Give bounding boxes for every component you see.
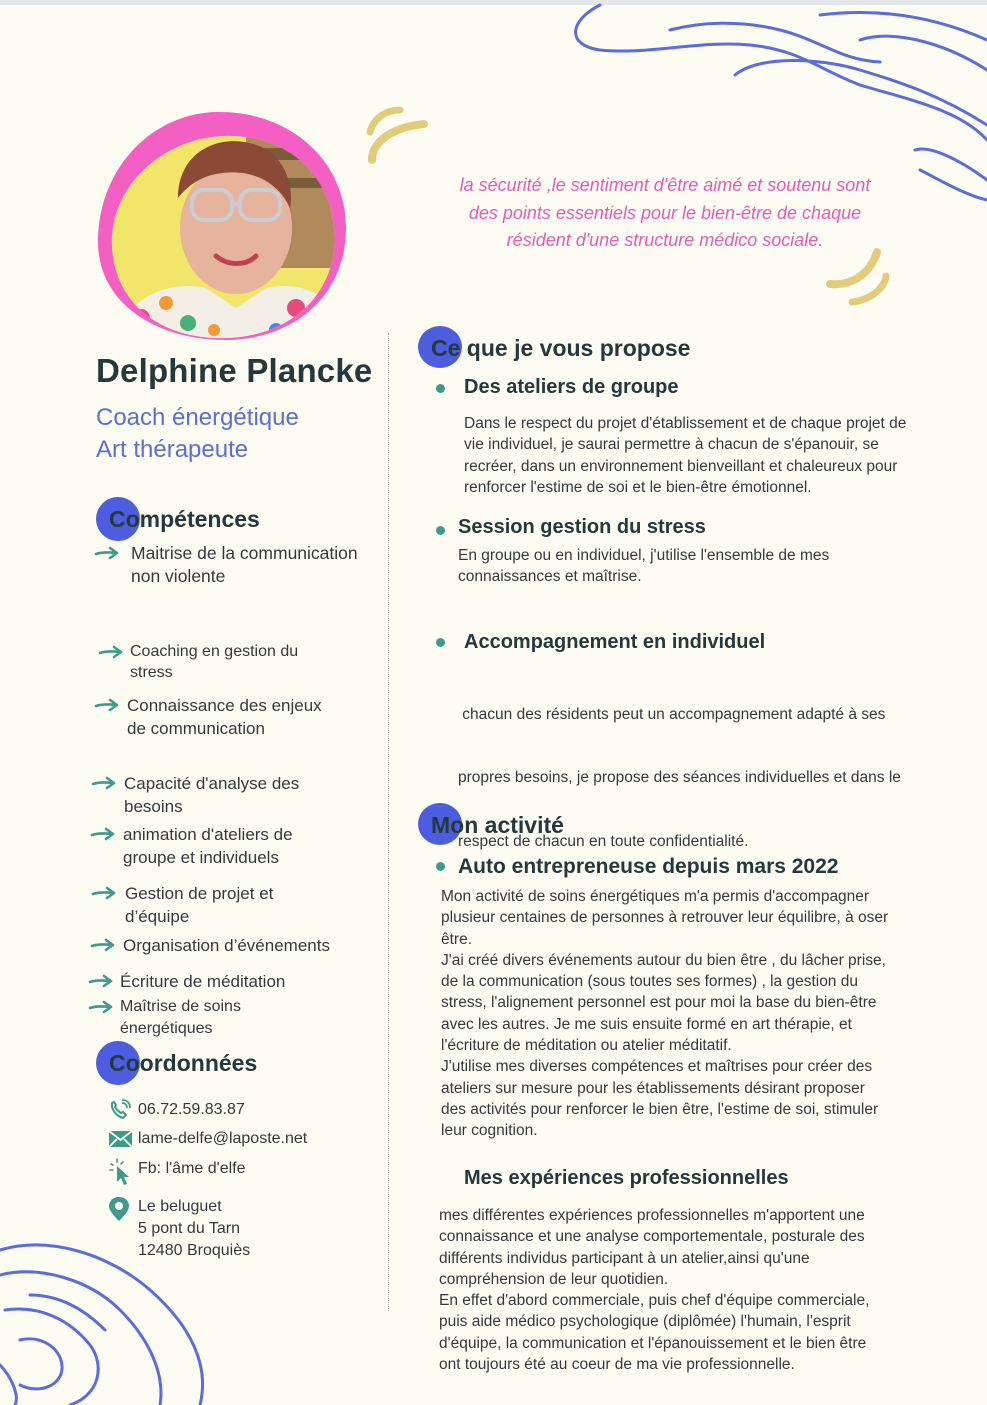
- skill-item: [90, 934, 380, 957]
- column-divider: [388, 333, 389, 1311]
- skill-text: Coaching en gestion du: [130, 643, 299, 660]
- arrow-right-icon: [91, 885, 119, 901]
- service-title: Accompagnement en individuel: [464, 631, 766, 653]
- title-rest: ordonnées: [139, 1050, 258, 1076]
- arrow-right-icon: [90, 937, 118, 953]
- bullet-dot: [436, 526, 445, 535]
- skill-text: stress: [130, 664, 173, 681]
- paragraph-line: leur cognition.: [441, 1122, 538, 1140]
- arrow-right-icon: [94, 545, 122, 561]
- person-name: Delphine Plancke: [96, 352, 373, 389]
- service-title: Des ateliers de groupe: [464, 376, 679, 398]
- skill-text: animation d'ateliers de: [123, 825, 293, 844]
- skill-item: [91, 772, 371, 818]
- skill-text: groupe et individuels: [123, 848, 279, 867]
- skill-text: énergétiques: [120, 1020, 213, 1037]
- paragraph-line: stress, l'alignement personnel est pour moi la base du bien-être: [441, 994, 877, 1012]
- paragraph-line: être.: [441, 930, 473, 948]
- title-first-letters: Co: [109, 506, 140, 532]
- skill-text: Organisation d’événements: [123, 936, 330, 955]
- service-description: [458, 661, 953, 874]
- cursor-click-icon: [108, 1158, 138, 1188]
- bullet-dot: [436, 862, 445, 871]
- contact-email[interactable]: [108, 1128, 307, 1150]
- service-description: [458, 545, 948, 588]
- activite-subtitle: Auto entrepreneuse depuis mars 2022: [458, 855, 839, 878]
- skill-item: [88, 996, 368, 1040]
- skill-text: Connaissance des enjeux: [127, 696, 322, 715]
- paragraph-line: plusieur centaines de personnes à retrouver leur équilibre, à oser: [441, 909, 889, 927]
- bullet-dot: [436, 384, 445, 393]
- paragraph-line: propres besoins, je propose des séances individuelles et dans le: [458, 769, 901, 787]
- paragraph-line: Dans le respect du projet d'établissement et de chaque projet de: [464, 415, 907, 432]
- paragraph-line: chacun des résidents peut un accompagnement adapté à ses: [458, 705, 886, 723]
- competences-title: [109, 506, 260, 533]
- skill-text: de communication: [127, 719, 265, 738]
- contact-facebook[interactable]: [108, 1158, 246, 1188]
- bullet-dot: [436, 638, 445, 647]
- tagline-line: la sécurité ,le sentiment d'être aimé et soutenu sont: [459, 175, 871, 195]
- arrow-right-icon: [94, 697, 122, 713]
- paragraph-line: des activités pour renforcer le bien être, l'estime de soi, stimuler: [441, 1100, 879, 1118]
- role-title: Art thérapeute: [96, 436, 249, 463]
- skill-text: Gestion de projet et: [125, 884, 274, 903]
- arrow-right-icon: [88, 999, 116, 1015]
- title-rest: n activité: [464, 812, 564, 838]
- paragraph-line: renforcer l'estime de soi et le bien-être émotionnel.: [464, 478, 812, 496]
- contact-phone[interactable]: [108, 1099, 245, 1121]
- skill-item: [98, 641, 378, 683]
- paragraph-line: différents individus participant à un atelier,ainsi qu'une: [439, 1249, 810, 1267]
- paragraph-line: ont toujours été au coeur de ma vie professionnelle.: [439, 1356, 795, 1374]
- experiences-description: [439, 1205, 939, 1375]
- arrow-right-icon: [90, 826, 118, 842]
- skill-text: Maîtrise de soins: [120, 998, 241, 1015]
- arrow-right-icon: [98, 644, 126, 660]
- title-first-letters: Ce: [431, 335, 461, 361]
- paragraph-line: avec les autres. Je me suis ensuite formé en art thérapie, et: [441, 1015, 852, 1033]
- paragraph-line: mes différentes expériences professionnelles m'apportent une: [439, 1207, 865, 1224]
- tagline-quote: [430, 172, 900, 255]
- skill-text: non violente: [131, 566, 226, 586]
- contact-address: [108, 1196, 250, 1262]
- email-address[interactable]: lame-delfe@laposte.net: [138, 1130, 308, 1147]
- envelope-icon: [108, 1128, 138, 1150]
- phone-icon: [108, 1099, 138, 1121]
- skill-text: d’équipe: [125, 907, 190, 926]
- paragraph-line: vie individuel, je saurai permettre à chacun de s'épanouir, se: [464, 436, 879, 454]
- arrow-right-icon: [88, 973, 116, 989]
- activite-title: [431, 812, 564, 839]
- skill-item: [91, 882, 371, 928]
- paragraph-line: compréhension de leur quotidien.: [439, 1270, 669, 1288]
- skill-item: [88, 970, 368, 993]
- address-line: 5 pont du Tarn: [138, 1220, 241, 1237]
- paragraph-line: J'ai créé divers événements autour du bien être , du lâcher prise,: [441, 951, 886, 969]
- title-first-letters: Co: [109, 1050, 140, 1076]
- paragraph-line: Mon activité de soins énergétiques m'a permis d'accompagner: [441, 888, 870, 905]
- paragraph-line: En groupe ou en individuel, j'utilise l'ensemble de mes: [458, 547, 830, 564]
- arrow-right-icon: [91, 775, 119, 791]
- paragraph-line: de la communication (sous toutes ses formes) , la gestion du: [441, 973, 858, 991]
- map-pin-icon: [108, 1196, 138, 1222]
- skill-text: besoins: [124, 797, 183, 816]
- title-first-letters: Mo: [431, 812, 465, 838]
- skill-text: Capacité d'analyse des: [124, 774, 300, 793]
- activite-description: [441, 886, 941, 1142]
- experiences-title: Mes expériences professionnelles: [464, 1167, 789, 1189]
- phone-number[interactable]: 06.72.59.83.87: [138, 1101, 245, 1118]
- address-line: Le beluguet: [138, 1198, 222, 1215]
- paragraph-line: puis aide médico psychologique (diplômée) l'humain, l'esprit: [439, 1313, 851, 1331]
- service-description: [464, 413, 954, 498]
- tagline-line: des points essentiels pour le bien-être de chaque: [468, 202, 862, 223]
- paragraph-line: d'équipe, la communication et l'épanouissement et le bien être: [439, 1334, 867, 1352]
- address-line: 12480 Broquiès: [138, 1242, 251, 1259]
- propose-title: [431, 335, 690, 362]
- skill-text: Écriture de méditation: [120, 972, 286, 991]
- paragraph-line: connaissances et maîtrise.: [458, 568, 642, 586]
- paragraph-line: l'écriture de méditation ou atelier méditatif.: [441, 1037, 732, 1055]
- paragraph-line: respect de chacun en toute confidentialité.: [458, 833, 749, 851]
- gold-brush-decoration-top: [362, 102, 434, 164]
- paragraph-line: recréer, dans un environnement bienveillant et chaleureux pour: [464, 457, 898, 475]
- skill-item: [90, 823, 370, 869]
- facebook-handle[interactable]: Fb: l'âme d'elfe: [138, 1160, 246, 1177]
- tagline-line: résident d'une structure médico sociale.: [506, 230, 824, 250]
- skill-text: Maitrise de la communication: [131, 543, 358, 563]
- title-rest: que je vous propose: [460, 335, 691, 361]
- profile-photo: [96, 108, 348, 340]
- coordonnees-title: [109, 1050, 257, 1077]
- title-rest: mpétences: [139, 506, 260, 532]
- service-title: Session gestion du stress: [458, 516, 706, 538]
- role-title: Coach énergétique: [96, 404, 299, 431]
- paragraph-line: En effet d'abord commerciale, puis chef d'équipe commerciale,: [439, 1292, 870, 1310]
- paragraph-line: J'utilise mes diverses compétences et maîtrises pour créer des: [441, 1058, 873, 1076]
- skill-item: [94, 694, 374, 740]
- paragraph-line: connaissance et une analyse comportementale, posturale des: [439, 1228, 865, 1246]
- paragraph-line: ateliers sur mesure pour les établissements désirant proposer: [441, 1079, 865, 1097]
- skill-item: [94, 542, 384, 588]
